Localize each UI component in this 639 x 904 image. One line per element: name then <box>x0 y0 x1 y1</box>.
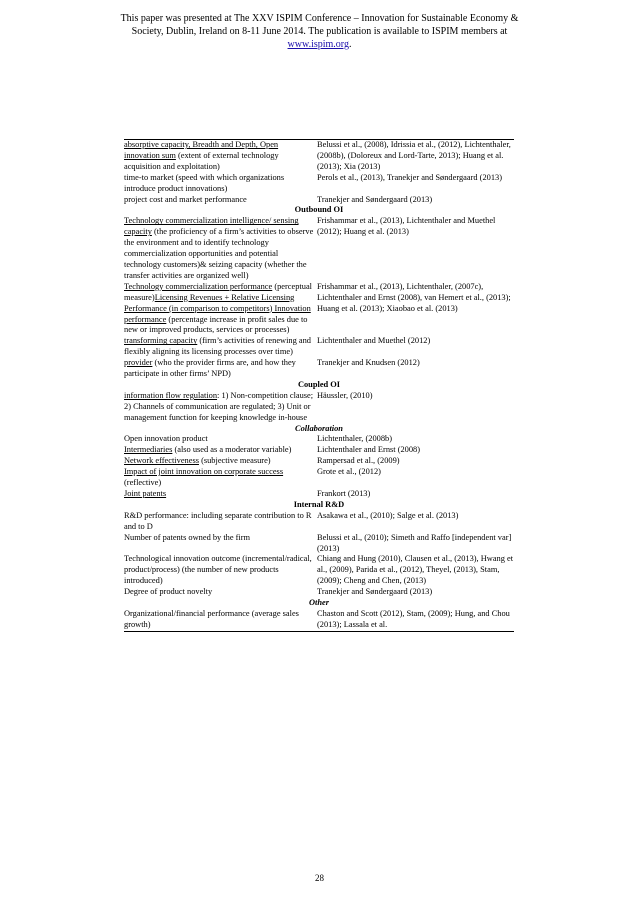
section-row <box>124 598 514 609</box>
references-cell: Frankort (2013) <box>317 489 371 498</box>
references-cell: Frishammar et al., (2013), Lichtenthaler, (2007c), Lichtenthaler and Ernst (2008), van Hemert et al., (2013); Huang et al. (2013); Xiaobao et al. (2013) <box>317 281 511 313</box>
section-heading-other: Other <box>308 598 329 608</box>
table-row <box>124 554 514 587</box>
page-number: 28 <box>315 873 324 883</box>
section-heading-coupled: Coupled OI <box>297 379 341 389</box>
table-row <box>124 173 514 195</box>
measure-text: (the proficiency of a firm’s activities to observe the environment and to identify technology commercialization opportunities and potential technology customers)& seizing capacity (whether the transfer activities are organized well) <box>124 227 314 280</box>
section-row <box>124 380 514 391</box>
measure-underlined: absorptive capacity, Breadth and Depth, Open innovation sum <box>124 140 279 160</box>
table-row <box>124 511 514 533</box>
section-row <box>124 500 514 511</box>
references-cell: Perols et al., (2013), Tranekjer and Søndergaard (2013) <box>317 172 502 182</box>
measure-text: (extent of external technology acquisition and exploitation) <box>124 150 279 171</box>
section-row <box>124 424 514 435</box>
measure-underlined: Licensing Revenues + Relative Licensing Performance (in comparison to competitors) Innovation performance <box>124 292 311 324</box>
section-row <box>124 205 514 216</box>
measure-cell <box>124 456 317 467</box>
table-row <box>124 195 514 206</box>
measure-underlined: Joint patents <box>124 489 167 498</box>
measures-table <box>124 139 514 632</box>
measure-cell <box>124 391 317 424</box>
measure-cell <box>124 445 317 456</box>
references-cell: Frishammar et al., (2013), Lichtenthaler and Muethel (2012); Huang et al. (2013) <box>317 216 496 237</box>
table-row <box>124 391 514 424</box>
references-cell: Rampersad et al., (2009) <box>317 456 400 466</box>
measure-text: (subjective measure) <box>198 456 271 466</box>
measure-text: (also used as a moderator variable) <box>172 445 292 455</box>
measure-text: (who the provider firms are, and how they participate in other firms’ NPD) <box>124 358 296 379</box>
measure-text: (percentage increase in profit sales due to new or improved products, services or processes) <box>124 314 308 335</box>
ispim-link[interactable]: www.ispim.org <box>287 39 349 50</box>
table-row <box>124 467 514 489</box>
measure-underlined: Technology commercialization performance <box>124 281 273 291</box>
measure-cell <box>124 489 317 500</box>
measure-cell: Open innovation product <box>124 434 208 444</box>
measure-underlined: Technology commercialization intelligence/ sensing capacity <box>124 216 299 237</box>
measure-cell <box>124 358 317 380</box>
references-cell: Tranekjer and Søndergaard (2013) <box>317 587 433 597</box>
measure-underlined: Impact of joint innovation on corporate success <box>124 467 284 477</box>
measure-cell <box>124 282 317 337</box>
table-row <box>124 336 514 358</box>
measure-cell <box>124 336 317 358</box>
measure-text: (firm’s activities of renewing and flexibly aligning its licensing processes over time) <box>124 336 311 357</box>
measure-cell: R&D performance: including separate contribution to R and to D <box>124 510 312 531</box>
references-cell: Tranekjer and Knudsen (2012) <box>317 358 420 368</box>
references-cell: Chaston and Scott (2012), Stam, (2009); Hung, and Chou (2013); Lassala et al. <box>317 609 514 631</box>
references-cell: Tranekjer and Søndergaard (2013) <box>317 194 433 204</box>
table-row <box>124 358 514 380</box>
references-cell: Lichtenthaler and Ernst (2008) <box>317 445 421 455</box>
table-row <box>124 282 514 337</box>
header-line-1: This paper was presented at The XXV ISPIM Conference – Innovation for Sustainable Economy & <box>120 13 519 24</box>
table-row <box>124 456 514 467</box>
conference-header <box>60 12 579 51</box>
measure-cell <box>124 216 317 281</box>
measure-cell: Technological innovation outcome (incremental/radical, product/process) (the number of new products introduced) <box>124 554 312 586</box>
table-row <box>124 216 514 281</box>
measure-cell: project cost and market performance <box>124 194 247 204</box>
measure-underlined: information flow regulation <box>124 390 218 400</box>
references-cell: Belussi et al., (2010); Simeth and Raffo [independent var] (2013) <box>317 532 512 553</box>
references-cell: Belussi et al., (2008), Idrissia et al., (2012), Lichtenthaler, (2008b), (Doloreux and Lord-Tarte, 2013); Huang et al. (2013); Xia (2013) <box>317 140 514 173</box>
measure-underlined: Network effectiveness <box>124 456 199 466</box>
measure-underlined: Intermediaries <box>124 445 173 455</box>
section-heading-internal: Internal R&D <box>293 499 345 509</box>
table-row <box>124 587 514 598</box>
references-cell: Grote et al., (2012) <box>317 467 381 477</box>
measure-cell: time-to market (speed with which organizations introduce product innovations) <box>124 172 285 193</box>
measure-cell: Degree of product novelty <box>124 587 213 597</box>
table-row <box>124 140 514 173</box>
measure-cell: Organizational/financial performance (average sales growth) <box>124 609 317 631</box>
measure-text: : 1) Non-competition clause; 2) Channels of communication are regulated; 3) Unit or management function for keeping knowledge in-house <box>124 390 314 422</box>
table-row <box>124 445 514 456</box>
references-cell: Chiang and Hung (2010), Clausen et al., (2013), Hwang et al., (2009), Parida et al., (2012), Theyel, (2013), Stam, (2009); Cheng and Chen, (2013) <box>317 554 514 586</box>
header-line-2: Society, Dublin, Ireland on 8-11 June 2014. The publication is available to ISPIM members at <box>131 26 508 37</box>
table-row <box>124 609 514 631</box>
table-row <box>124 434 514 445</box>
measure-text: (perceptual measure) <box>124 281 312 302</box>
section-heading-collaboration: Collaboration <box>295 423 343 433</box>
table-row <box>124 489 514 500</box>
measure-cell <box>124 140 317 173</box>
table-row <box>124 533 514 555</box>
measure-underlined: provider <box>124 358 153 368</box>
header-link-suffix: . <box>348 39 352 50</box>
references-cell: Lichtenthaler and Muethel (2012) <box>317 336 431 346</box>
references-cell: Häussler, (2010) <box>317 390 373 400</box>
measure-cell: Number of patents owned by the firm <box>124 532 251 542</box>
measure-text: (reflective) <box>124 478 162 488</box>
references-cell: Asakawa et al., (2010); Salge et al. (2013) <box>317 510 459 520</box>
measure-underlined: transforming capacity <box>124 336 198 346</box>
section-heading-outbound: Outbound OI <box>294 205 344 215</box>
references-cell: Lichtenthaler, (2008b) <box>317 434 393 444</box>
measure-cell <box>124 467 317 489</box>
